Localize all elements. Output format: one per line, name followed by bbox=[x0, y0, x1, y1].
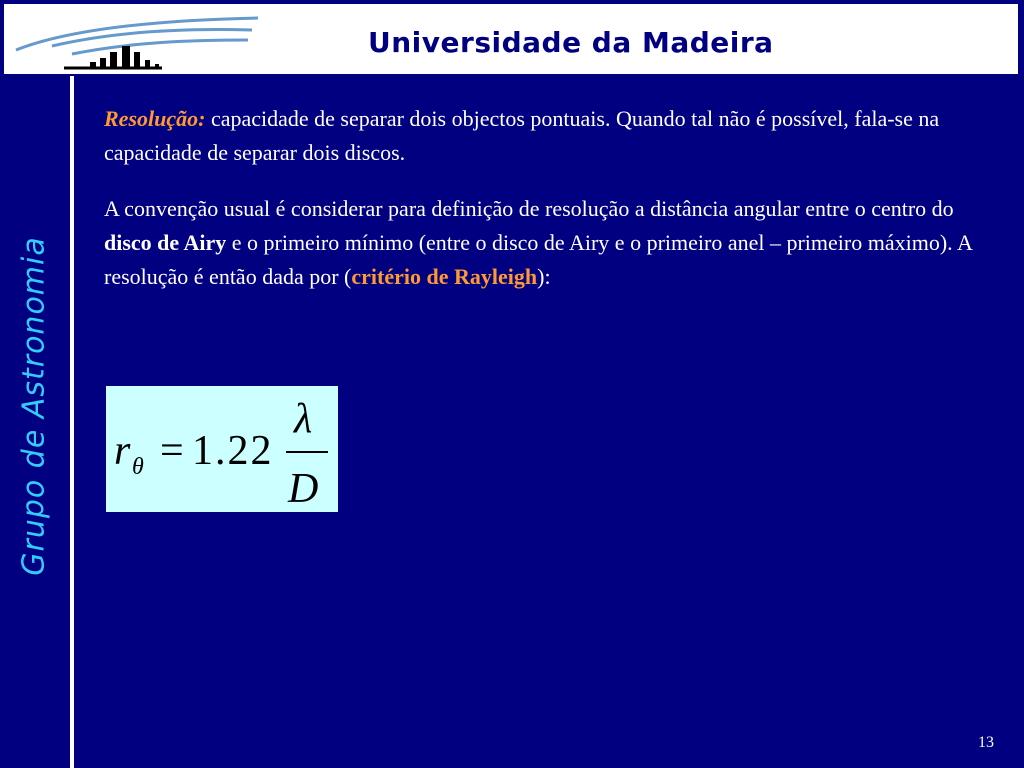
term-resolution: Resolução: bbox=[104, 106, 206, 131]
formula-denominator: D bbox=[288, 466, 319, 512]
paragraph-convention bbox=[104, 192, 984, 294]
formula-numerator: λ bbox=[294, 396, 313, 442]
convention-text-2: e o primeiro mínimo (entre o disco de Airy e o primeiro anel – primeiro máximo). A resolução é então dada por ( bbox=[104, 230, 972, 289]
convention-text-1: A convenção usual é considerar para definição de resolução a distância angular entre o centro do bbox=[104, 196, 954, 221]
slide-content bbox=[104, 102, 984, 294]
convention-text-3: ): bbox=[537, 264, 551, 289]
formula-lhs-subscript: θ bbox=[132, 454, 144, 480]
formula-equals: = bbox=[160, 428, 184, 474]
page-number: 13 bbox=[978, 734, 994, 751]
term-airy-disc: disco de Airy bbox=[104, 230, 227, 255]
university-logo-icon bbox=[12, 10, 262, 74]
resolution-definition: capacidade de separar dois objectos pontuais. Quando tal não é possível, fala-se na capacidade de separar dois discos. bbox=[104, 106, 940, 165]
header-bar bbox=[4, 4, 1018, 74]
formula-lhs-variable: r bbox=[114, 428, 131, 474]
sidebar-group-label: Grupo de Astronomia bbox=[16, 236, 52, 576]
page-title: Universidade da Madeira bbox=[368, 26, 774, 59]
formula-coefficient: 1.22 bbox=[192, 428, 274, 474]
sidebar-divider bbox=[70, 76, 74, 768]
rayleigh-formula bbox=[106, 386, 338, 512]
formula-graphic bbox=[106, 386, 338, 512]
paragraph-resolution bbox=[104, 102, 984, 170]
term-rayleigh-criterion: critério de Rayleigh bbox=[351, 264, 538, 289]
